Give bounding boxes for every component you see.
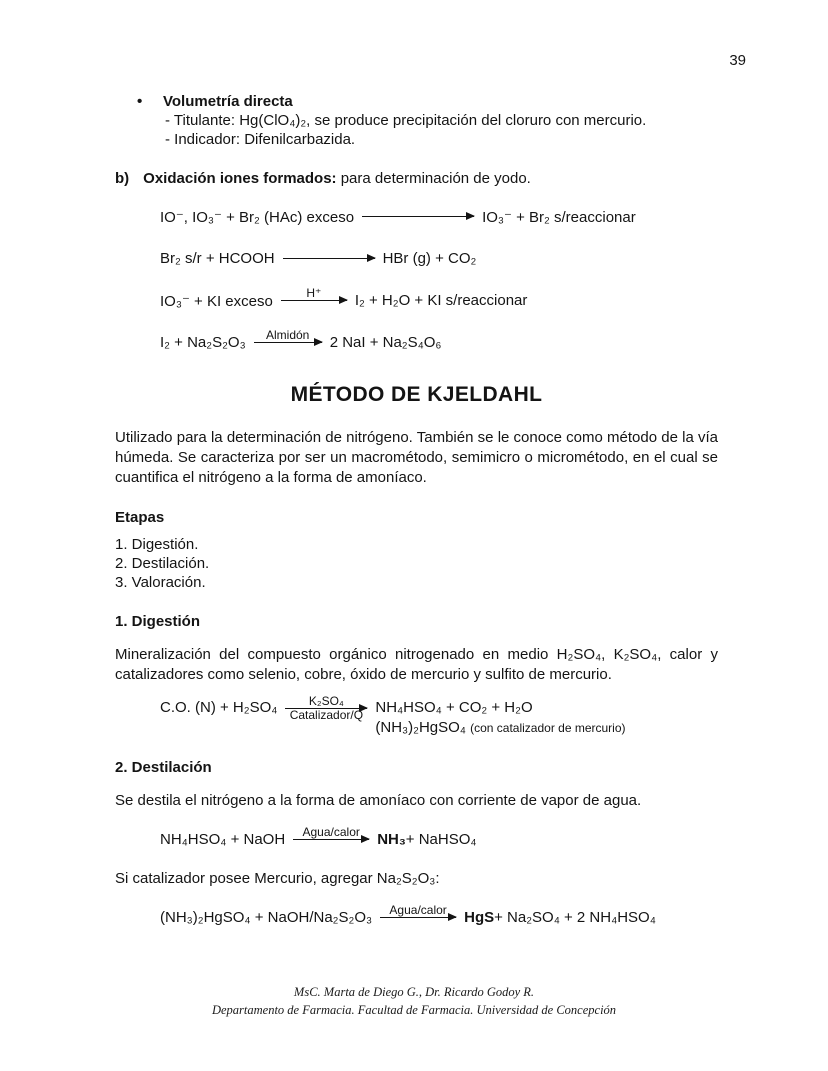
- reaction-arrow: [362, 203, 474, 230]
- arrow-bottom-label: [327, 259, 331, 272]
- etapas-list: [115, 535, 718, 592]
- reaction-left: C.O. (N) + H₂SO₄: [160, 699, 278, 716]
- destilacion-paragraph: Se destila el nitrógeno a la forma de amoníaco con corriente de vapor de agua.: [115, 792, 642, 809]
- arrow-shaft: [283, 258, 375, 259]
- product-note: (con catalizador de mercurio): [470, 721, 626, 735]
- reaction-left: Br₂ s/r + HCOOH: [160, 250, 275, 267]
- mercury-note: Si catalizador posee Mercurio, agregar Na₂S₂O₃:: [115, 870, 440, 887]
- titulante-line: - Titulante: Hg(ClO₄)₂, se produce precipitación del cloruro con mercurio.: [165, 112, 647, 129]
- reaction-right: + Na₂SO₄ + 2 NH₄HSO₄: [494, 909, 656, 926]
- arrow-bottom-label: [416, 918, 420, 931]
- page-content: [115, 92, 718, 931]
- etapas-item: 3. Valoración.: [115, 574, 206, 591]
- arrow-bottom-label: [312, 301, 316, 314]
- arrow-bottom-label: [286, 343, 290, 356]
- etapas-item: 1. Digestión.: [115, 536, 199, 553]
- page-number: 39: [729, 52, 746, 69]
- arrow-top-label: [416, 203, 420, 216]
- arrow-bottom-label: [416, 217, 420, 230]
- reaction-product-line: [375, 718, 625, 738]
- reaction-right: + NaHSO₄: [405, 831, 477, 848]
- mercury-reaction: [160, 904, 718, 931]
- digestion-paragraph: Mineralización del compuesto orgánico nitrogenado en medio H₂SO₄, K₂SO₄, calor y catalizadores como selenio, cobre, óxido de mercurio y sulfito de mercurio.: [115, 646, 718, 683]
- reaction-arrow: [285, 695, 367, 722]
- arrow-top-label: Agua/calor: [389, 903, 447, 917]
- destilacion-reaction: [160, 826, 718, 853]
- reaction-arrow: [254, 329, 322, 356]
- arrow-shaft: [362, 216, 474, 217]
- footer-authors: MsC. Marta de Diego G., Dr. Ricardo Godoy R.: [293, 985, 535, 999]
- reaction-left: I₂ + Na₂S₂O₃: [160, 334, 246, 351]
- arrow-top-label: [327, 245, 331, 258]
- reaction-product-bold: NH₃: [377, 831, 406, 848]
- reaction-left: IO₃⁻ + KI exceso: [160, 292, 273, 310]
- reaction-product-line: NH₄HSO₄ + CO₂ + H₂O: [375, 699, 533, 716]
- bullet-icon: •: [137, 93, 143, 110]
- reaction-equation: [160, 329, 718, 356]
- method-title: MÉTODO DE KJELDAHL: [290, 383, 543, 406]
- arrow-bottom-label: Catalizador/Q: [289, 708, 364, 722]
- section-b-rest: para determinación de yodo.: [336, 170, 531, 187]
- bullet-item-title: Volumetría directa: [163, 93, 293, 110]
- reaction-arrow: [281, 287, 347, 314]
- digestion-reaction: [160, 694, 718, 738]
- section-b-label: b): [115, 170, 130, 187]
- bullet-item-volumetria: [137, 92, 718, 111]
- arrow-top-label: K₂SO₄: [308, 694, 344, 708]
- indicador-line: - Indicador: Difenilcarbazida.: [165, 131, 356, 148]
- intro-paragraph: Utilizado para la determinación de nitrógeno. También se le conoce como método de la vía húmeda. Se caracteriza por ser un macrométodo, semimicro o micrométodo, en el cual se cuantifica el nitrógeno a la forma de amoníaco.: [115, 429, 718, 486]
- reaction-arrow: [380, 904, 456, 931]
- reaction-left: (NH₃)₂HgSO₄ + NaOH/Na₂S₂O₃: [160, 909, 373, 926]
- reaction-product-bold: HgS: [464, 909, 495, 926]
- reaction-equation: [160, 287, 718, 314]
- footer-affiliation: Departamento de Farmacia. Facultad de Farmacia. Universidad de Concepción: [211, 1003, 617, 1017]
- reaction-products: [375, 698, 625, 738]
- arrow-top-label: H⁺: [306, 286, 322, 300]
- reaction-left: NH₄HSO₄ + NaOH: [160, 831, 286, 848]
- reaction-right: IO₃⁻ + Br₂ s/reaccionar: [482, 208, 636, 226]
- reaction-right: 2 NaI + Na₂S₄O₆: [329, 334, 442, 351]
- arrow-shaft: [254, 342, 322, 343]
- reaction-left: IO⁻, IO₃⁻ + Br₂ (HAc) exceso: [160, 208, 355, 226]
- arrow-shaft: [293, 839, 369, 840]
- section-b-heading: [115, 169, 718, 188]
- reaction-right: I₂ + H₂O + KI s/reaccionar: [354, 292, 528, 309]
- page-footer: [0, 983, 828, 1019]
- arrow-shaft: [285, 708, 367, 709]
- etapas-heading: Etapas: [115, 509, 165, 526]
- etapas-item: 2. Destilación.: [115, 555, 210, 572]
- reaction-arrow: [283, 245, 375, 272]
- reaction-right: HBr (g) + CO₂: [382, 250, 477, 267]
- section-b-title: Oxidación iones formados:: [143, 170, 337, 187]
- arrow-shaft: [281, 300, 347, 301]
- arrow-bottom-label: [329, 840, 333, 853]
- reaction-arrow: [293, 826, 369, 853]
- destilacion-heading: 2. Destilación: [115, 759, 212, 776]
- reaction-equation: [160, 245, 718, 272]
- arrow-top-label: Almidón: [266, 328, 310, 342]
- digestion-heading: 1. Digestión: [115, 613, 201, 630]
- product-formula: (NH₃)₂HgSO₄: [375, 719, 466, 736]
- reaction-equation: [160, 203, 718, 230]
- arrow-top-label: Agua/calor: [302, 825, 360, 839]
- arrow-shaft: [380, 917, 456, 918]
